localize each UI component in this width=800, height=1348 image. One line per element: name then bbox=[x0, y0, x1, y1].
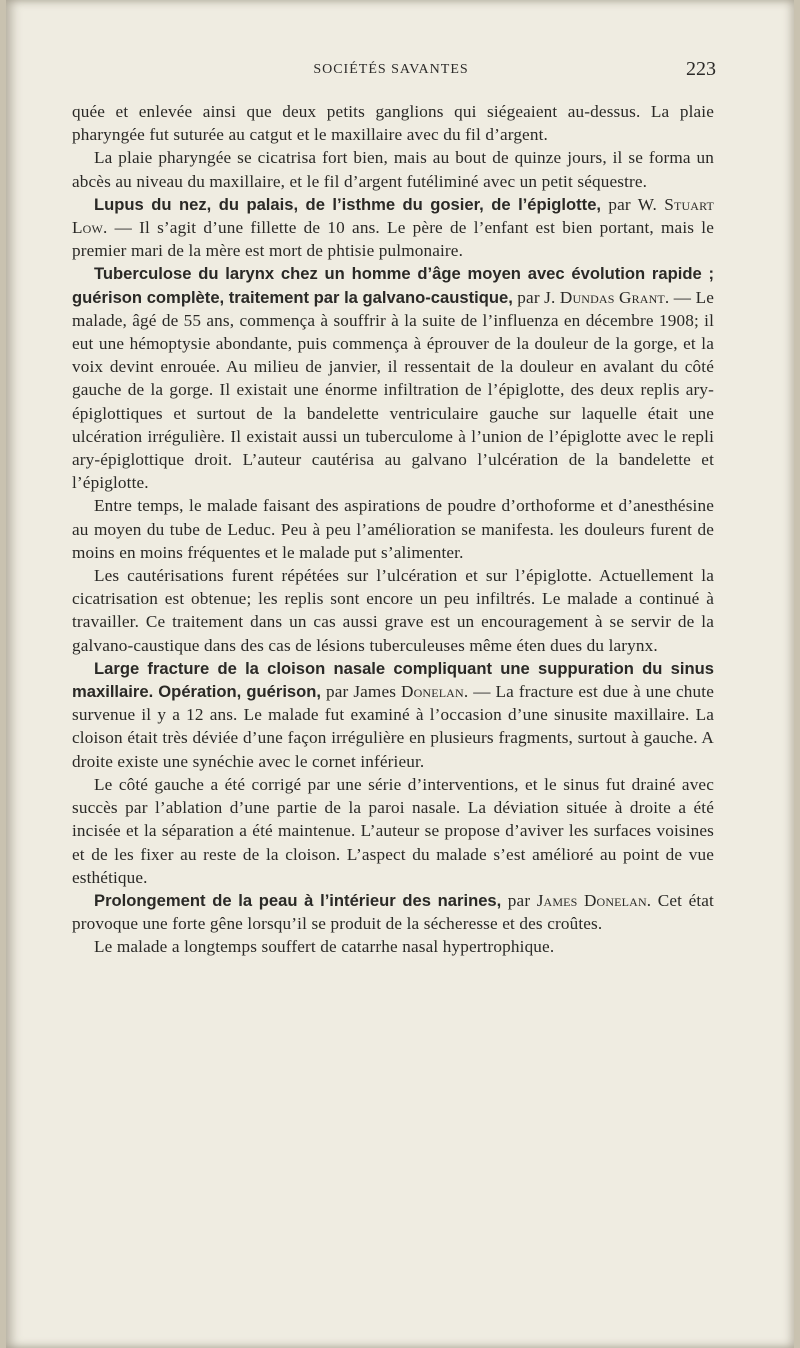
paragraph-text: par James bbox=[321, 682, 402, 702]
running-head: SOCIÉTÉS SAVANTES bbox=[313, 62, 469, 77]
paragraph-text: Le malade a longtemps souffert de catarrhe nasal hypertrophique. bbox=[94, 937, 555, 957]
paragraph-text: par J. bbox=[512, 287, 560, 307]
page-header bbox=[66, 58, 716, 82]
paragraph-text: . — Le malade, âgé de 55 ans, commença à souffrir à la suite de l’influenza en décembre 1908; il eut une hémoptysie abondante, puis commença à éprouver de la douleur de la gorge, et la voix devint enrouée. Au milieu de janvier, il ressentait de la douleur en avalant du côté gauche de la gorge. Il existait une énorme infiltration de l’épiglotte, des deux replis ary-épiglottiques et surtout de la bandelette ventriculaire gauche sur laquelle était une ulcération irrégulière. Il existait aussi un tuberculome à l’union de l’épiglotte avec le repli ary-épiglottique droit. L’auteur cautérisa au galvano l’ulcération de la bandelette et l’épiglotte. bbox=[72, 287, 715, 493]
paragraph-text: par bbox=[501, 890, 537, 910]
paragraph-text: Les cautérisations furent répétées sur l’ulcération et sur l’épiglotte. Actuellement la cicatrisation est obtenue; les replis sont encore un peu infiltrés. Le malade a continué à travailler. Ce traitement dans un cas aussi grave est un encouragement à se servir de la galvano-caustique dans des cas de lésions tuberculeuses même éten dues du larynx. bbox=[72, 566, 714, 655]
paragraph-text: Entre temps, le malade faisant des aspirations de poudre d’orthoforme et d’anesthésine au moyen du tube de Leduc. Peu à peu l’amélioration se manifesta. les douleurs furent de moins en moins fréquentes et le malade put s’alimenter. bbox=[72, 496, 714, 562]
paragraph-text: quée et enlevée ainsi que deux petits ganglions qui siégeaient au-dessus. La plaie pharyngée fut suturée au catgut et le maxillaire avec du fil d’argent. bbox=[72, 102, 714, 145]
paragraph-tuberculose bbox=[72, 262, 714, 494]
paragraph-text: . Cet état provoque une forte gêne lorsqu’il se produit de la sécheresse et des croûtes. bbox=[72, 890, 714, 934]
paragraph-text: La plaie pharyngée se cicatrisa fort bien, mais au bout de quinze jours, il se forma un abcès au niveau du maxillaire, et le fil d’argent futéliminé avec un petit séquestre. bbox=[72, 148, 714, 191]
page-number: 223 bbox=[686, 58, 716, 80]
paragraph-prolongement bbox=[72, 889, 714, 935]
section-heading: Lupus du nez, du palais, de l’isthme du gosier, de l’épiglotte, bbox=[94, 194, 602, 214]
paragraph-fracture bbox=[72, 657, 714, 773]
author-name: Stuart Low bbox=[72, 194, 715, 238]
paragraph-text: . — La fracture est due à une chute survenue il y a 12 ans. Le malade fut examiné à l’occasion d’une sinusite maxillaire. La cloison était très déviée d’une façon irrégulière en plusieurs fragments, surtout à gauche. A droite existe une synéchie avec le cornet inférieur. bbox=[72, 682, 714, 771]
paragraph-lupus bbox=[72, 193, 714, 263]
author-name: Dundas Grant bbox=[559, 287, 665, 307]
paragraph-text: . — Il s’agit d’une fillette de 10 ans. Le père de l’enfant est bien portant, mais le premier mari de la mère est mort de phtisie pulmonaire. bbox=[72, 218, 714, 261]
section-heading: Prolongement de la peau à l’intérieur des narines, bbox=[94, 890, 502, 910]
paragraph-1 bbox=[72, 100, 714, 146]
section-heading: Large fracture de la cloison nasale compliquant une suppuration du sinus maxillaire. Opération, guérison, bbox=[72, 658, 714, 702]
paragraph-10 bbox=[72, 935, 714, 958]
paragraph-6 bbox=[72, 564, 714, 657]
paragraph-5 bbox=[72, 494, 714, 564]
author-name: Donelan bbox=[401, 682, 464, 702]
author-name: James Donelan bbox=[536, 890, 647, 910]
section-heading: Tuberculose du larynx chez un homme d’âge moyen avec évolution rapide ; guérison complète, traitement par la galvano-caustique, bbox=[72, 264, 714, 307]
paragraph-text: par W. bbox=[601, 194, 665, 214]
paragraph-2 bbox=[72, 146, 714, 192]
paragraph-text: Le côté gauche a été corrigé par une série d’interventions, et le sinus fut drainé avec succès par l’ablation d’une partie de la paroi nasale. La déviation située à droite a été incisée et la séparation a été maintenue. L’auteur se propose d’aviver les surfaces voisines et de les fixer au reste de la cloison. L’aspect du malade s’est amélioré au point de vue esthétique. bbox=[72, 774, 714, 887]
paragraph-8 bbox=[72, 773, 714, 889]
body-text bbox=[72, 100, 714, 959]
book-page bbox=[6, 0, 794, 1348]
